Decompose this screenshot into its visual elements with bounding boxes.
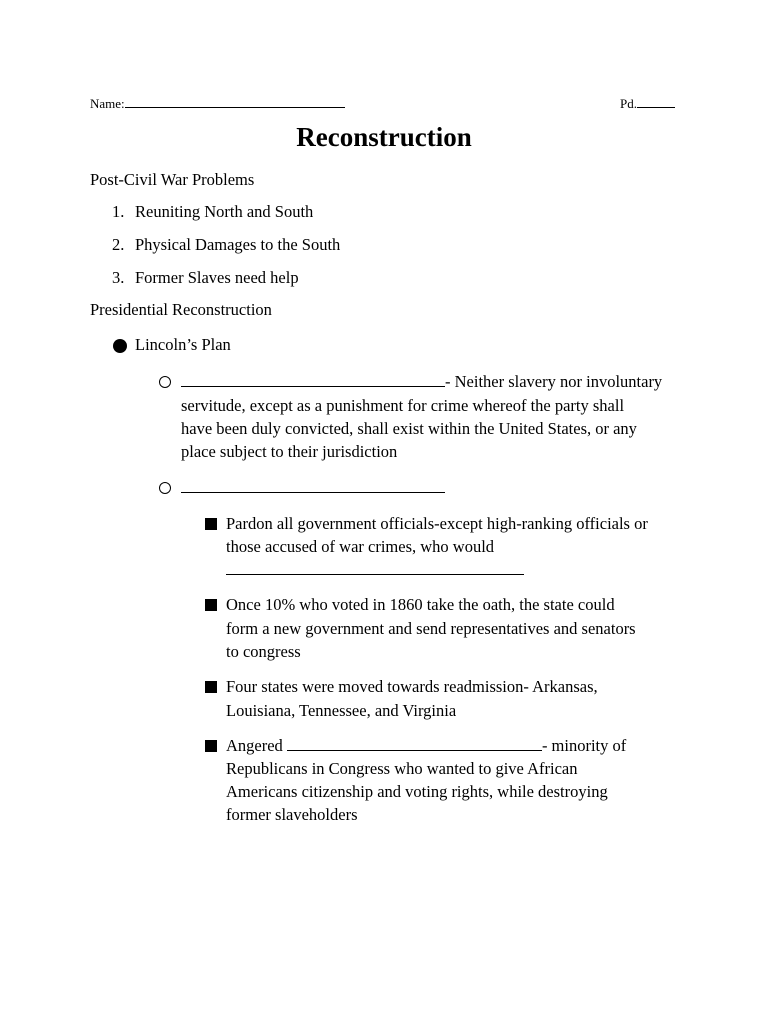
item-text: Angered [226, 736, 283, 755]
list-number: 1. [112, 202, 125, 221]
hollow-circle-bullet-icon [159, 376, 171, 388]
square-bullet-icon [205, 681, 217, 693]
list-item [112, 266, 299, 289]
period-field[interactable] [620, 95, 675, 112]
answer-line-item [226, 558, 524, 581]
period-label: Pd. [620, 96, 637, 111]
answer-blank[interactable] [181, 371, 445, 387]
list-number: 3. [112, 268, 125, 287]
hollow-circle-bullet-icon [159, 482, 171, 494]
list-item [112, 200, 314, 223]
name-blank[interactable] [125, 95, 345, 108]
filled-circle-bullet-icon [113, 339, 127, 353]
item-text-line: have been duly convicted, shall exist within the United States, or any [181, 419, 637, 438]
item-text-line: servitude, except as a punishment for crime whereof the party shall [181, 396, 625, 415]
item-text-line: Pardon all government officials-except high-ranking officials or [226, 514, 648, 533]
item-text-line: Louisiana, Tennessee, and Virginia [226, 701, 457, 720]
section-heading-presidential-reconstruction: Presidential Reconstruction [90, 300, 272, 319]
thirteenth-amendment-item [181, 370, 662, 393]
list-item [112, 233, 341, 256]
list-item-text: Former Slaves need help [135, 268, 299, 287]
square-bullet-icon [205, 518, 217, 530]
item-text-line: those accused of war crimes, who would [226, 537, 495, 556]
square-bullet-icon [205, 599, 217, 611]
answer-blank[interactable] [287, 735, 542, 751]
item-text-line: former slaveholders [226, 805, 358, 824]
item-text-line: to congress [226, 642, 301, 661]
item-text: - minority of [541, 736, 627, 755]
item-text: - Neither slavery nor involuntary [445, 372, 663, 391]
list-item-text: Reuniting North and South [135, 202, 314, 221]
page-title: Reconstruction [296, 122, 472, 152]
name-field[interactable] [90, 95, 345, 112]
answer-blank[interactable] [181, 477, 445, 493]
lincolns-plan-label: Lincoln’s Plan [135, 335, 231, 354]
list-number: 2. [112, 235, 125, 254]
item-text-line: place subject to their jurisdiction [181, 442, 398, 461]
item-text-line: Four states were moved towards readmission- Arkansas, [226, 677, 598, 696]
square-bullet-icon [205, 740, 217, 752]
ten-percent-plan-item [181, 476, 445, 499]
item-text-line: Republicans in Congress who wanted to give African [226, 759, 578, 778]
item-text-line: Americans citizenship and voting rights, while destroying [226, 782, 608, 801]
list-item-text: Physical Damages to the South [135, 235, 341, 254]
section-heading-post-civil-war: Post-Civil War Problems [90, 170, 255, 189]
period-blank[interactable] [637, 95, 675, 108]
radical-republicans-item [226, 734, 626, 757]
answer-blank[interactable] [226, 559, 524, 575]
name-label: Name: [90, 96, 125, 111]
item-text-line: Once 10% who voted in 1860 take the oath, the state could [226, 595, 615, 614]
item-text-line: form a new government and send representatives and senators [226, 619, 636, 638]
